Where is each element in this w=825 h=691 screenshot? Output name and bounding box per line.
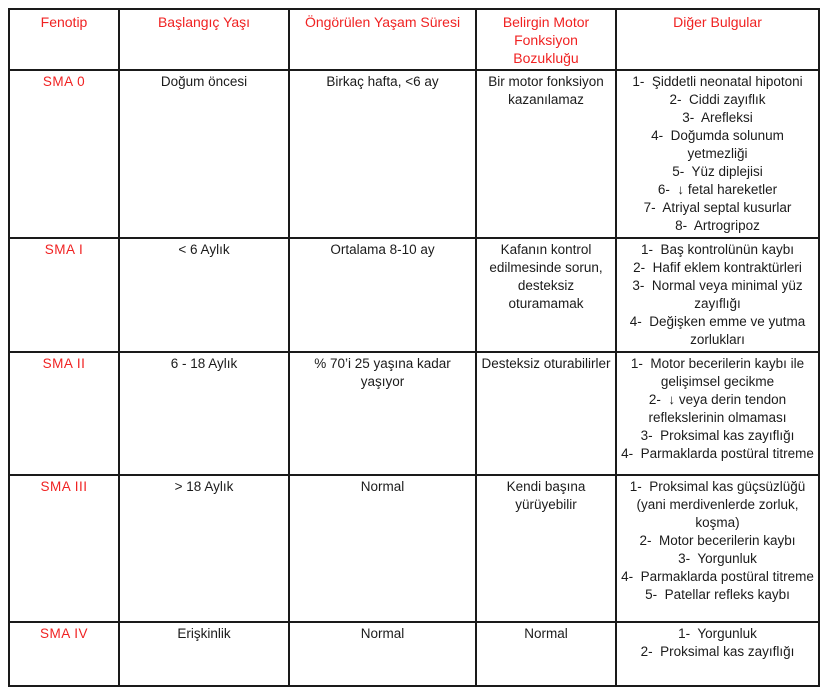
other-findings-cell [616,475,819,622]
finding-item: 3- Proksimal kas zayıflığı [640,428,795,443]
finding-item: 5- Yüz diplejisi [672,164,763,179]
other-findings-cell [616,70,819,238]
table-row-sma3 [9,475,819,622]
finding-item: 2- Hafif eklem kontraktürleri [633,260,802,275]
life-expectancy-cell: Ortalama 8-10 ay [289,238,476,352]
header-yasam-suresi: Öngörülen Yaşam Süresi [289,9,476,70]
finding-item: 3- Arefleksi [682,110,753,125]
motor-dysfunction-cell: Kafanın kontrol edilmesinde sorun, desteksiz oturamamak [476,238,616,352]
life-expectancy-cell: Normal [289,622,476,686]
header-baslangic-yasi: Başlangıç Yaşı [119,9,289,70]
finding-item: 1- Proksimal kas güçsüzlüğü (yani merdivenlerde zorluk, koşma) [629,479,810,530]
onset-age-cell: Doğum öncesi [119,70,289,238]
finding-item: 3- Normal veya minimal yüz zayıflığı [632,278,807,311]
finding-item: 1- Yorgunluk [678,626,757,641]
finding-item: 1- Şiddetli neonatal hipotoni [632,74,803,89]
table-row-sma2 [9,352,819,475]
header-fenotip: Fenotip [9,9,119,70]
finding-item: 7- Atriyal septal kusurlar [643,200,792,215]
finding-item: 4- Değişken emme ve yutma zorlukları [629,314,810,347]
table-row-sma1 [9,238,819,352]
other-findings-cell [616,622,819,686]
finding-item: 1- Motor becerilerin kaybı ile gelişimsel gecikme [630,356,808,389]
phenotype-cell: SMA II [9,352,119,475]
table-row-sma4 [9,622,819,686]
sma-phenotype-table [8,8,820,687]
finding-item: 4- Doğumda solunum yetmezliği [651,128,788,161]
finding-item: 2- Proksimal kas zayıflığı [640,644,795,659]
onset-age-cell: 6 - 18 Aylık [119,352,289,475]
phenotype-cell: SMA III [9,475,119,622]
table-row-sma0 [9,70,819,238]
finding-item: 2- ↓ veya derin tendon reflekslerinin olmaması [648,392,790,425]
finding-item: 3- Yorgunluk [678,551,757,566]
phenotype-cell: SMA 0 [9,70,119,238]
finding-item: 1- Baş kontrolünün kaybı [640,242,795,257]
header-diger-bulgular: Diğer Bulgular [616,9,819,70]
phenotype-cell: SMA IV [9,622,119,686]
finding-item: 2- Motor becerilerin kaybı [639,533,796,548]
finding-item: 2- Ciddi zayıflık [669,92,766,107]
finding-item: 4- Parmaklarda postüral titreme [621,569,814,584]
life-expectancy-cell: Birkaç hafta, <6 ay [289,70,476,238]
motor-dysfunction-cell: Bir motor fonksiyon kazanılamaz [476,70,616,238]
finding-item: 8- Artrogripoz [675,218,760,233]
motor-dysfunction-cell: Normal [476,622,616,686]
finding-item: 5- Patellar refleks kaybı [645,587,790,602]
phenotype-cell: SMA I [9,238,119,352]
life-expectancy-cell: % 70’i 25 yaşına kadar yaşıyor [289,352,476,475]
onset-age-cell: Erişkinlik [119,622,289,686]
other-findings-cell [616,352,819,475]
header-motor-bozuklugu: Belirgin Motor Fonksiyon Bozukluğu [476,9,616,70]
finding-item: 6- ↓ fetal hareketler [657,182,778,197]
onset-age-cell: < 6 Aylık [119,238,289,352]
motor-dysfunction-cell: Desteksiz oturabilirler [476,352,616,475]
header-row [9,9,819,70]
finding-item: 4- Parmaklarda postüral titreme [621,446,814,461]
onset-age-cell: > 18 Aylık [119,475,289,622]
life-expectancy-cell: Normal [289,475,476,622]
other-findings-cell [616,238,819,352]
motor-dysfunction-cell: Kendi başına yürüyebilir [476,475,616,622]
